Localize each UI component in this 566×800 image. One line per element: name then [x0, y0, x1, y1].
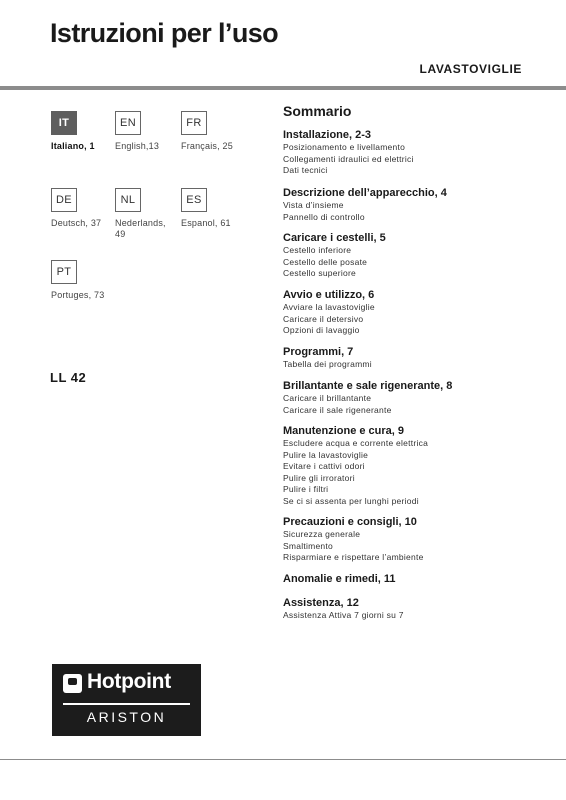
- toc-section[interactable]: [283, 187, 553, 223]
- toc-item: Cestello delle posate: [283, 256, 368, 267]
- logo-divider: [63, 703, 190, 705]
- header-divider: [0, 86, 566, 90]
- toc-item: Smaltimento: [283, 540, 333, 551]
- hotpoint-mark-icon: [63, 674, 82, 693]
- toc-item: Avviare la lavastoviglie: [283, 302, 375, 312]
- language-label: Espanol, 61: [181, 218, 231, 228]
- language-code: ES: [181, 188, 207, 212]
- toc-heading: Descrizione dell’apparecchio, 4: [283, 187, 447, 199]
- language-fr[interactable]: [181, 111, 233, 152]
- toc-item: Pulire i filtri: [283, 484, 329, 494]
- toc-heading: Avvio e utilizzo, 6: [283, 289, 375, 301]
- toc-heading: Precauzioni e consigli, 10: [283, 516, 417, 528]
- language-de[interactable]: [51, 188, 101, 229]
- language-code: FR: [181, 111, 207, 135]
- language-code: PT: [51, 260, 77, 284]
- language-en[interactable]: [115, 111, 159, 152]
- toc-section[interactable]: [283, 232, 553, 280]
- toc-heading: Brillantante e sale rigenerante, 8: [283, 380, 453, 392]
- language-code: DE: [51, 188, 77, 212]
- toc-section[interactable]: [283, 129, 553, 177]
- language-label: Portuges, 73: [51, 290, 105, 300]
- language-code: EN: [115, 111, 141, 135]
- toc-item: Caricare il sale rigenerante: [283, 404, 392, 415]
- toc-section[interactable]: [283, 516, 553, 564]
- language-label: Français, 25: [181, 141, 233, 151]
- toc-section[interactable]: [283, 425, 553, 507]
- toc-item: Opzioni di lavaggio: [283, 325, 360, 335]
- language-label: English,13: [115, 141, 160, 151]
- page-title: Istruzioni per l’uso: [50, 18, 279, 48]
- toc-item: Escludere acqua e corrente elettrica: [283, 438, 429, 448]
- brand-name: Hotpoint: [87, 670, 171, 693]
- toc-title: Sommario: [283, 103, 352, 119]
- language-label: Italiano, 1: [51, 141, 95, 151]
- toc-item: Vista d’insieme: [283, 200, 344, 210]
- brand-logo: [52, 664, 201, 736]
- toc-item: Tabella dei programmi: [283, 359, 372, 369]
- toc-heading: Manutenzione e cura, 9: [283, 425, 405, 437]
- toc-item: Evitare i cattivi odori: [283, 461, 365, 471]
- toc-heading: Assistenza, 12: [283, 597, 359, 609]
- toc-item: Posizionamento e livellamento: [283, 142, 406, 152]
- toc-item: Dati tecnici: [283, 165, 328, 175]
- toc-item: Caricare il detersivo: [283, 313, 364, 324]
- product-category: LAVASTOVIGLIE: [419, 62, 522, 76]
- toc-section[interactable]: [283, 573, 553, 586]
- toc-heading: Caricare i cestelli, 5: [283, 232, 386, 244]
- toc-section[interactable]: [283, 380, 553, 416]
- toc-item: Risparmiare e rispettare l’ambiente: [283, 552, 424, 562]
- toc-section[interactable]: [283, 597, 553, 622]
- language-code: NL: [115, 188, 141, 212]
- brand-subname: ARISTON: [86, 709, 167, 725]
- footer-divider: [0, 759, 566, 760]
- toc-section[interactable]: [283, 289, 553, 337]
- language-code: IT: [51, 111, 77, 135]
- language-es[interactable]: [181, 188, 231, 229]
- toc-item: Pulire gli irroratori: [283, 472, 355, 483]
- toc-item: Sicurezza generale: [283, 529, 361, 539]
- toc-heading: Anomalie e rimedi, 11: [283, 573, 396, 585]
- language-label: Deutsch, 37: [51, 218, 102, 228]
- toc-item: Pannello di controllo: [283, 211, 365, 222]
- toc-item: Pulire la lavastoviglie: [283, 449, 369, 460]
- toc-item: Collegamenti idraulici ed elettrici: [283, 153, 414, 164]
- language-pt[interactable]: [51, 260, 104, 301]
- toc-heading: Programmi, 7: [283, 346, 354, 358]
- language-label: Nederlands, 49: [115, 218, 166, 239]
- toc-item: Cestello inferiore: [283, 245, 352, 255]
- toc-item: Assistenza Attiva 7 giorni su 7: [283, 610, 404, 620]
- toc-item: Caricare il brillantante: [283, 393, 372, 403]
- toc-section[interactable]: [283, 346, 553, 371]
- toc-heading: Installazione, 2-3: [283, 129, 372, 141]
- model-number: LL 42: [50, 370, 87, 385]
- toc-item: Se ci si assenta per lunghi periodi: [283, 495, 419, 506]
- language-nl[interactable]: [115, 188, 173, 240]
- language-it[interactable]: [51, 111, 95, 152]
- toc-item: Cestello superiore: [283, 268, 357, 278]
